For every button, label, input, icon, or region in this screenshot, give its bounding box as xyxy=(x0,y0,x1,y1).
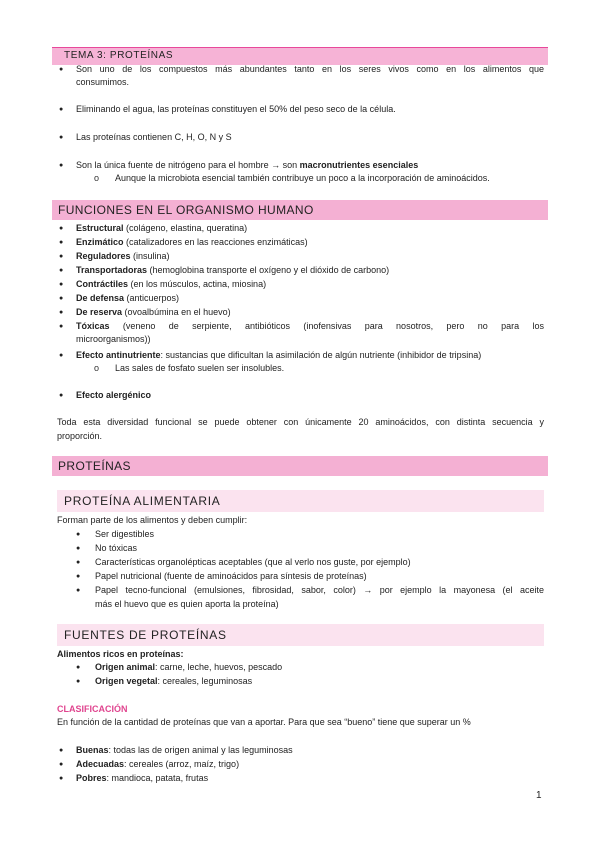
bullet-icon: ● xyxy=(76,664,81,671)
clasificacion-item-text: : cereales (arroz, maíz, trigo) xyxy=(124,759,240,769)
fuentes-animal xyxy=(95,661,282,674)
clasificacion-label: CLASIFICACIÓN xyxy=(57,704,128,714)
funcion-item-bold: Efecto alergénico xyxy=(76,390,152,400)
clasificacion-item-bold: Adecuadas xyxy=(76,759,125,769)
funcion-item-bold: Contráctiles xyxy=(76,279,129,289)
bullet-icon: ● xyxy=(59,309,64,316)
funcion-item-text: (ovoalbúmina en el huevo) xyxy=(122,307,231,317)
clasificacion-text: En función de la cantidad de proteínas que van a aportar. Para que sea “bueno” tiene que superar un % xyxy=(57,717,471,727)
funcion-item-text: : sustancias que dificultan la asimilación de algún nutriente (inhibidor de tripsina) xyxy=(160,350,482,360)
bullet-icon: ● xyxy=(59,323,64,330)
funcion-item-text: (catalizadores en las reacciones enzimáticas) xyxy=(123,237,308,247)
clasificacion-item-bold: Pobres xyxy=(76,773,107,783)
funcion-toxicas-line1 xyxy=(76,320,544,333)
funciones-heading-bar xyxy=(52,200,548,220)
intro-b2: Eliminando el agua, las proteínas constituyen el 50% del peso seco de la célula. xyxy=(76,104,396,114)
funcion-alergenico xyxy=(76,389,151,402)
bullet-icon: ● xyxy=(59,761,64,768)
funcion-item-bold: Tóxicas xyxy=(76,321,110,331)
intro-b1-line2: consumimos. xyxy=(76,77,130,87)
fuentes-item-bold: Origen animal xyxy=(95,662,156,672)
clasificacion-buenas xyxy=(76,744,293,757)
bullet-icon: ● xyxy=(76,545,81,552)
funcion-item-bold: Efecto antinutriente xyxy=(76,350,161,360)
bullet-icon: ● xyxy=(59,747,64,754)
bullet-icon: ● xyxy=(59,253,64,260)
funcion-item-bold: Estructural xyxy=(76,223,124,233)
clasificacion-item-text: : todas las de origen animal y las leguminosas xyxy=(108,745,293,755)
funcion-antinutriente-sub: Las sales de fosfato suelen ser insolubles. xyxy=(115,363,285,373)
intro-b1-line1: Son uno de los compuestos más abundantes tanto en los seres vivos como en los alimentos que xyxy=(76,64,544,74)
bullet-icon: ● xyxy=(59,352,64,359)
funcion-item-text: (hemoglobina transporte el oxígeno y el dióxido de carbono) xyxy=(147,265,390,275)
tema-header-title: TEMA 3: PROTEÍNAS xyxy=(64,50,174,61)
bullet-icon: ● xyxy=(59,392,64,399)
alimentaria-tecno-line2: más el huevo que es quien aporta la proteína) xyxy=(95,599,279,609)
proteinas-heading-bar xyxy=(52,456,548,476)
clasificacion-item-bold: Buenas xyxy=(76,745,109,755)
fuentes-intro-text: Alimentos ricos en proteínas: xyxy=(57,649,184,659)
funciones-paragraph-line2: proporción. xyxy=(57,431,103,441)
bullet-icon: ● xyxy=(59,239,64,246)
fuentes-item-text: : cereales, leguminosas xyxy=(157,676,253,686)
funcion-item-bold: De reserva xyxy=(76,307,123,317)
funciones-paragraph-line1: Toda esta diversidad funcional se puede obtener con únicamente 20 aminoácidos, con distinta secuencia y xyxy=(57,417,544,427)
funcion-item xyxy=(76,278,266,291)
alimentaria-item: No tóxicas xyxy=(95,543,138,553)
funcion-toxicas-line2: microorganismos)) xyxy=(76,334,151,344)
fuentes-item-text: : carne, leche, huevos, pescado xyxy=(155,662,283,672)
circle-bullet-icon: o xyxy=(94,363,100,373)
circle-bullet-icon: o xyxy=(94,173,100,183)
fuentes-intro xyxy=(57,648,184,661)
fuentes-vegetal xyxy=(95,675,252,688)
alimentaria-heading-bar xyxy=(57,490,544,512)
funcion-item xyxy=(76,236,308,249)
bullet-icon: ● xyxy=(59,281,64,288)
bullet-icon: ● xyxy=(59,162,64,169)
bullet-icon: ● xyxy=(59,295,64,302)
funciones-heading: FUNCIONES EN EL ORGANISMO HUMANO xyxy=(58,203,314,217)
funcion-item-bold: De defensa xyxy=(76,293,125,303)
bullet-icon: ● xyxy=(76,559,81,566)
alimentaria-item: Papel nutricional (fuente de aminoácidos para síntesis de proteínas) xyxy=(95,571,367,581)
bullet-icon: ● xyxy=(59,225,64,232)
bullet-icon: ● xyxy=(76,678,81,685)
funcion-item-bold: Transportadoras xyxy=(76,265,148,275)
clasificacion-item-text: : mandioca, patata, frutas xyxy=(106,773,209,783)
clasificacion-pobres xyxy=(76,772,208,785)
bullet-icon: ● xyxy=(76,587,81,594)
alimentaria-heading: PROTEÍNA ALIMENTARIA xyxy=(64,494,221,508)
alimentaria-item: Ser digestibles xyxy=(95,529,155,539)
funcion-item-bold: Reguladores xyxy=(76,251,131,261)
alimentaria-tecno-line1: Papel tecno-funcional (emulsiones, fibrosidad, sabor, color) → por ejemplo la mayonesa (el aceite xyxy=(95,585,544,595)
intro-b4-text: Son la única fuente de nitrógeno para el hombre → son xyxy=(76,160,300,170)
bullet-icon: ● xyxy=(59,134,64,141)
intro-b4 xyxy=(76,159,418,172)
funcion-item-text: (anticuerpos) xyxy=(124,293,180,303)
bullet-icon: ● xyxy=(59,106,64,113)
bullet-icon: ● xyxy=(59,66,64,73)
alimentaria-intro: Forman parte de los alimentos y deben cumplir: xyxy=(57,515,248,525)
funcion-item xyxy=(76,306,231,319)
intro-b4-sub: Aunque la microbiota esencial también contribuye un poco a la incorporación de aminoácidos. xyxy=(115,173,490,183)
funcion-item-text: (insulina) xyxy=(130,251,170,261)
funcion-item xyxy=(76,222,247,235)
bullet-icon: ● xyxy=(76,573,81,580)
intro-b3: Las proteínas contienen C, H, O, N y S xyxy=(76,132,232,142)
funcion-antinutriente xyxy=(76,349,481,362)
fuentes-item-bold: Origen vegetal xyxy=(95,676,158,686)
fuentes-heading-bar xyxy=(57,624,544,646)
funcion-item xyxy=(76,250,170,263)
funcion-item-text: (en los músculos, actina, miosina) xyxy=(128,279,267,289)
funcion-item-text: (veneno de serpiente, antibióticos (inofensivas para nosotros, pero no para los xyxy=(109,321,544,331)
funcion-item-text: (colágeno, elastina, queratina) xyxy=(123,223,248,233)
funcion-item-bold: Enzimático xyxy=(76,237,124,247)
bullet-icon: ● xyxy=(59,267,64,274)
alimentaria-item: Características organolépticas aceptables (que al verlo nos guste, por ejemplo) xyxy=(95,557,411,567)
funcion-item xyxy=(76,264,389,277)
fuentes-heading: FUENTES DE PROTEÍNAS xyxy=(64,628,227,642)
page-number: 1 xyxy=(536,790,542,801)
bullet-icon: ● xyxy=(59,775,64,782)
clasificacion-adecuadas xyxy=(76,758,239,771)
bullet-icon: ● xyxy=(76,531,81,538)
intro-b4-bold: macronutrientes esenciales xyxy=(299,160,419,170)
funcion-item xyxy=(76,292,179,305)
proteinas-heading: PROTEÍNAS xyxy=(58,459,131,473)
